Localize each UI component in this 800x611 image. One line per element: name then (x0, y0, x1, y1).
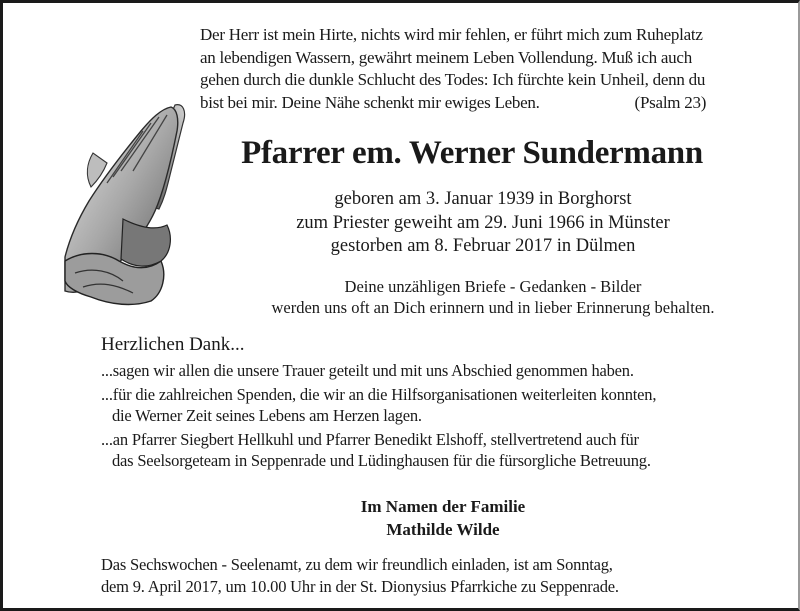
psalm-reference: (Psalm 23) (634, 92, 707, 112)
life-dates (183, 188, 783, 259)
memory-line: Deine unzähligen Briefe - Gedanken - Bilder (344, 277, 642, 296)
psalm-line: Der Herr ist mein Hirte, nichts wird mir fehlen, er führt mich zum Ruheplatz (200, 25, 703, 44)
deceased-name: Pfarrer em. Werner Sundermann (241, 135, 703, 171)
ordination-date: zum Priester geweiht am 29. Juni 1966 in Münster (296, 212, 670, 233)
family-name: Mathilde Wilde (386, 520, 500, 539)
thanks-item-text: ...sagen wir allen die unsere Trauer geteilt und mit uns Abschied genommen haben. (101, 361, 634, 380)
birth-date: geboren am 3. Januar 1939 in Borghorst (334, 189, 632, 209)
closing-line: Das Sechswochen - Seelenamt, zu dem wir freundlich einladen, ist am Sonntag, (101, 555, 613, 574)
psalm-line-last (200, 92, 705, 115)
thanks-item-text: ...an Pfarrer Siegbert Hellkuhl und Pfarrer Benedikt Elshoff, stellvertretend auch für (101, 430, 639, 449)
psalm-line: gehen durch die dunkle Schlucht des Todes: Ich fürchte kein Unheil, denn du (200, 70, 706, 89)
thanks-item (101, 429, 656, 471)
thanks-item-continuation: die Werner Zeit seines Lebens am Herzen lagen. (112, 406, 422, 425)
psalm-quote (200, 24, 705, 114)
family-signature (3, 495, 800, 541)
psalm-line: an lebendigen Wassern, gewährt meinem Leben Vollendung. Muß ich auch (200, 47, 692, 67)
death-date: gestorben am 8. Februar 2017 in Dülmen (330, 236, 636, 256)
family-line: Im Namen der Familie (360, 497, 526, 516)
memorial-service-notice (101, 554, 619, 598)
thanks-heading: Herzlichen Dank... (101, 334, 245, 355)
memory-text (183, 276, 800, 318)
thanks-item-text: ...für die zahlreichen Spenden, die wir an die Hilfsorganisationen weiterleiten konnten, (101, 385, 657, 404)
thanks-item (101, 360, 656, 381)
thanks-item-continuation: das Seelsorgeteam in Seppenrade und Lüdinghausen für die fürsorgliche Betreuung. (112, 451, 651, 470)
closing-line: dem 9. April 2017, um 10.00 Uhr in der St. Dionysius Pfarrkiche zu Seppenrade. (101, 577, 619, 596)
thanks-list (101, 360, 656, 474)
memory-line: werden uns oft an Dich erinnern und in lieber Erinnerung behalten. (271, 298, 715, 317)
thanks-item (101, 384, 656, 426)
psalm-line: bist bei mir. Deine Nähe schenkt mir ewiges Leben. (200, 92, 540, 112)
